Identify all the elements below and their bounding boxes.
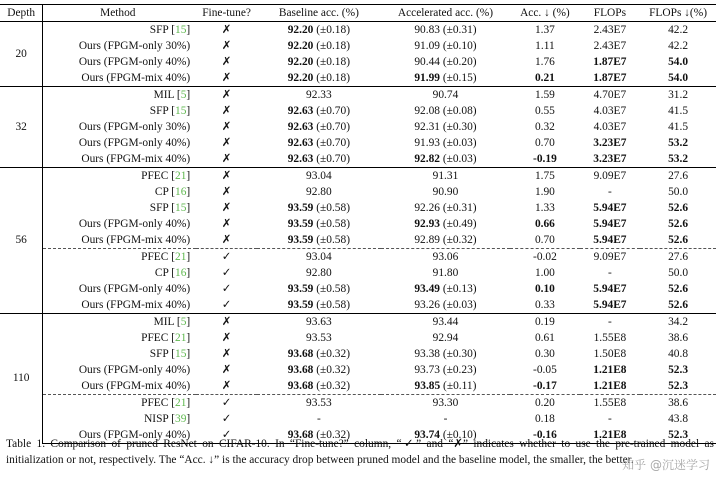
accelerated-cell: 91.09 (±0.10) <box>414 39 477 52</box>
method-cell: SFP [15] <box>43 22 196 39</box>
finetune-cell: ✓ <box>221 412 232 425</box>
acc-drop-cell: -0.19 <box>510 151 580 168</box>
flops-reduction-cell: 54.0 <box>668 55 689 68</box>
method-cell: Ours (FPGM-mix 40%) <box>43 232 196 249</box>
table-row <box>0 70 716 87</box>
table-row <box>0 378 716 395</box>
finetune-cell: ✗ <box>221 39 232 52</box>
flops-reduction-cell: 52.3 <box>640 427 716 444</box>
citation-ref: 16 <box>175 185 187 198</box>
flops-cell: 1.50E8 <box>593 347 627 360</box>
method-cell: Ours (FPGM-mix 40%) <box>43 70 196 87</box>
acc-drop-cell: 0.70 <box>534 233 555 246</box>
baseline-cell: 93.68 (±0.32) <box>287 347 350 360</box>
acc-drop-cell: 1.33 <box>534 201 555 214</box>
finetune-cell: ✗ <box>221 347 232 360</box>
flops-reduction-cell: 52.3 <box>668 363 689 376</box>
acc-drop-cell: -0.16 <box>510 427 580 444</box>
acc-drop-cell: 0.61 <box>534 331 555 344</box>
flops-cell: 1.21E8 <box>593 363 627 376</box>
header-flops-reduction: FLOPs ↓(%) <box>640 5 716 22</box>
acc-drop-cell: 0.70 <box>534 136 555 149</box>
accelerated-cell: 92.82 (±0.03) <box>381 151 510 168</box>
table-row <box>0 168 716 185</box>
flops-cell: 1.87E7 <box>580 70 640 87</box>
baseline-cell: - <box>316 412 321 425</box>
method-cell: CP [16] <box>43 184 196 200</box>
method-cell: PFEC [21] <box>43 395 196 412</box>
flops-cell: 1.21E8 <box>580 427 640 444</box>
table-row <box>0 87 716 104</box>
baseline-cell: 92.20 (±0.18) <box>257 22 381 39</box>
baseline-cell: 92.80 <box>306 185 332 198</box>
baseline-cell: 92.80 <box>306 266 332 279</box>
finetune-cell: ✓ <box>196 395 257 412</box>
flops-reduction-cell: 31.2 <box>640 87 716 104</box>
acc-drop-cell: 1.59 <box>510 87 580 104</box>
finetune-cell: ✗ <box>221 201 232 214</box>
baseline-cell: 92.20 (±0.18) <box>257 70 381 87</box>
acc-drop-cell: 0.19 <box>510 314 580 331</box>
finetune-cell: ✗ <box>196 314 257 331</box>
accelerated-cell: 91.31 <box>381 168 510 185</box>
baseline-cell: 92.63 (±0.70) <box>287 136 350 149</box>
accelerated-cell: 93.26 (±0.03) <box>381 297 510 314</box>
accelerated-cell: 90.83 (±0.31) <box>381 22 510 39</box>
accelerated-cell: 93.85 (±0.11) <box>414 379 477 392</box>
acc-drop-cell: -0.02 <box>510 249 580 266</box>
accelerated-cell: 93.73 (±0.23) <box>414 363 477 376</box>
flops-reduction-cell: 34.2 <box>640 314 716 331</box>
table-row <box>0 330 716 346</box>
baseline-cell: 92.63 (±0.70) <box>257 151 381 168</box>
table-row <box>0 297 716 314</box>
flops-cell: - <box>608 266 612 279</box>
baseline-cell: 93.53 <box>257 395 381 412</box>
flops-reduction-cell: 42.2 <box>640 22 716 39</box>
header-depth: Depth <box>0 5 43 22</box>
method-cell: MIL [5] <box>43 87 196 104</box>
acc-drop-cell: 0.55 <box>534 104 555 117</box>
flops-reduction-cell: 52.6 <box>668 282 689 295</box>
accelerated-cell: - <box>443 412 448 425</box>
finetune-cell: ✗ <box>221 331 232 344</box>
finetune-cell: ✗ <box>196 22 257 39</box>
method-cell: SFP [15] <box>43 200 196 216</box>
finetune-cell: ✗ <box>221 136 232 149</box>
finetune-cell: ✗ <box>221 363 232 376</box>
table-caption: Table 1. Comparison of pruned ResNet on CIFAR-10. In “Fine-tune?” column, “✓” and “✗” indicates whether to use the pre-trained model as initialization or not, respectively. The “Acc. ↓” is the accuracy drop between pruned model and the baseline model, the smaller, the better. <box>6 438 714 466</box>
finetune-cell: ✗ <box>196 70 257 87</box>
baseline-cell: 93.68 (±0.32) <box>287 379 350 392</box>
flops-cell: 4.03E7 <box>593 120 627 133</box>
flops-reduction-cell: 54.0 <box>640 70 716 87</box>
acc-drop-cell: 1.37 <box>510 22 580 39</box>
citation-ref: 21 <box>175 396 187 409</box>
baseline-cell: 93.68 (±0.32) <box>257 427 381 444</box>
citation-ref: 21 <box>175 331 187 344</box>
accelerated-cell: 93.74 (±0.10) <box>381 427 510 444</box>
watermark: 知乎 @沉迷学习 <box>622 458 710 472</box>
table-row <box>0 249 716 266</box>
table-row <box>0 362 716 378</box>
depth-cell: 32 <box>0 87 43 168</box>
table-row <box>0 265 716 281</box>
table-header-row <box>0 5 716 22</box>
accelerated-cell: 93.30 <box>381 395 510 412</box>
baseline-cell: 92.33 <box>257 87 381 104</box>
citation-ref: 5 <box>180 88 187 101</box>
flops-reduction-cell: 38.6 <box>640 395 716 412</box>
acc-drop-cell: -0.17 <box>533 379 557 392</box>
acc-drop-cell: 0.20 <box>510 395 580 412</box>
results-table <box>0 4 716 444</box>
acc-drop-cell: 1.75 <box>510 168 580 185</box>
method-cell: SFP [15] <box>43 346 196 362</box>
citation-ref: 15 <box>175 23 187 36</box>
baseline-cell: 92.63 (±0.70) <box>287 120 350 133</box>
acc-drop-cell: 1.90 <box>534 185 555 198</box>
citation-ref: 21 <box>175 169 187 182</box>
table-row <box>0 232 716 249</box>
baseline-cell: 93.63 <box>257 314 381 331</box>
table-row <box>0 151 716 168</box>
flops-reduction-cell: 40.8 <box>668 347 689 360</box>
flops-cell: 1.87E7 <box>593 55 627 68</box>
acc-drop-cell: 0.18 <box>534 412 555 425</box>
table-row <box>0 135 716 151</box>
baseline-cell: 93.04 <box>257 168 381 185</box>
baseline-cell: 93.59 (±0.58) <box>257 297 381 314</box>
accelerated-cell: 90.90 <box>432 185 459 198</box>
finetune-cell: ✗ <box>221 120 232 133</box>
acc-drop-cell: 0.10 <box>534 282 555 295</box>
accelerated-cell: 92.08 (±0.08) <box>414 104 477 117</box>
accelerated-cell: 92.26 (±0.31) <box>414 201 477 214</box>
table-row <box>0 281 716 297</box>
citation-ref: 21 <box>175 250 187 263</box>
flops-cell: 2.43E7 <box>580 22 640 39</box>
flops-cell: - <box>580 314 640 331</box>
accelerated-cell: 92.94 <box>432 331 459 344</box>
accelerated-cell: 91.93 (±0.03) <box>414 136 477 149</box>
baseline-cell: 93.59 (±0.58) <box>287 217 350 230</box>
flops-cell: 1.55E8 <box>580 395 640 412</box>
table-row <box>0 314 716 331</box>
finetune-cell: ✗ <box>221 233 232 246</box>
acc-drop-cell: 0.66 <box>534 217 555 230</box>
baseline-cell: 93.59 (±0.58) <box>287 201 350 214</box>
header-method: Method <box>43 5 196 22</box>
method-cell: NISP [39] <box>43 411 196 427</box>
method-cell: Ours (FPGM-only 30%) <box>43 38 196 54</box>
accelerated-cell: 93.44 <box>381 314 510 331</box>
flops-reduction-cell: 52.6 <box>640 297 716 314</box>
table-row <box>0 119 716 135</box>
flops-cell: 2.43E7 <box>593 39 627 52</box>
table-row <box>0 103 716 119</box>
accelerated-cell: 91.80 <box>432 266 459 279</box>
acc-drop-cell: 1.11 <box>535 39 555 52</box>
acc-drop-cell: -0.05 <box>533 363 557 376</box>
acc-drop-cell: 0.30 <box>534 347 555 360</box>
citation-ref: 5 <box>180 315 187 328</box>
flops-cell: 4.70E7 <box>580 87 640 104</box>
citation-ref: 15 <box>175 201 187 214</box>
flops-cell: 5.94E7 <box>593 233 627 246</box>
flops-reduction-cell: 52.6 <box>668 217 689 230</box>
flops-reduction-cell: 50.0 <box>668 185 689 198</box>
flops-cell: - <box>608 185 612 198</box>
finetune-cell: ✗ <box>221 104 232 117</box>
acc-drop-cell: 0.33 <box>510 297 580 314</box>
finetune-cell: ✓ <box>221 282 232 295</box>
method-cell: Ours (FPGM-only 40%) <box>43 427 196 444</box>
accelerated-cell: 90.44 (±0.20) <box>414 55 477 68</box>
flops-reduction-cell: 52.3 <box>668 379 689 392</box>
flops-cell: 5.94E7 <box>580 297 640 314</box>
baseline-cell: 93.59 (±0.58) <box>287 282 350 295</box>
flops-cell: 1.55E8 <box>593 331 627 344</box>
header-accelerated: Accelerated acc. (%) <box>381 5 510 22</box>
table-row <box>0 200 716 216</box>
method-cell: Ours (FPGM-mix 40%) <box>43 297 196 314</box>
acc-drop-cell: 0.32 <box>534 120 555 133</box>
flops-reduction-cell: 53.2 <box>668 136 689 149</box>
finetune-cell: ✗ <box>196 87 257 104</box>
acc-drop-cell: 0.21 <box>510 70 580 87</box>
flops-reduction-cell: 52.6 <box>668 201 689 214</box>
header-acc-drop: Acc. ↓ (%) <box>510 5 580 22</box>
finetune-cell: ✗ <box>221 55 232 68</box>
baseline-cell: 93.04 <box>257 249 381 266</box>
flops-reduction-cell: 53.2 <box>640 151 716 168</box>
accelerated-cell: 91.99 (±0.15) <box>381 70 510 87</box>
flops-cell: 5.94E7 <box>593 217 627 230</box>
method-cell: PFEC [21] <box>43 330 196 346</box>
method-cell: CP [16] <box>43 265 196 281</box>
table-row <box>0 22 716 39</box>
finetune-cell: ✗ <box>196 168 257 185</box>
accelerated-cell: 93.38 (±0.30) <box>414 347 477 360</box>
flops-cell: 5.94E7 <box>593 201 627 214</box>
flops-reduction-cell: 42.2 <box>668 39 689 52</box>
accelerated-cell: 93.06 <box>381 249 510 266</box>
acc-drop-cell: 1.76 <box>534 55 555 68</box>
flops-cell: 1.21E8 <box>593 379 627 392</box>
flops-reduction-cell: 41.5 <box>668 120 689 133</box>
header-flops: FLOPs <box>580 5 640 22</box>
header-finetune: Fine-tune? <box>196 5 257 22</box>
citation-ref: 39 <box>175 412 187 425</box>
accelerated-cell: 93.49 (±0.13) <box>414 282 477 295</box>
finetune-cell: ✗ <box>196 151 257 168</box>
method-cell: Ours (FPGM-only 40%) <box>43 216 196 232</box>
method-cell: Ours (FPGM-mix 40%) <box>43 378 196 395</box>
finetune-cell: ✗ <box>221 185 232 198</box>
table-row <box>0 216 716 232</box>
accelerated-cell: 92.89 (±0.32) <box>414 233 477 246</box>
flops-reduction-cell: 50.0 <box>668 266 689 279</box>
finetune-cell: ✗ <box>221 217 232 230</box>
baseline-cell: 93.68 (±0.32) <box>287 363 350 376</box>
table-row <box>0 54 716 70</box>
depth-cell: 20 <box>0 22 43 87</box>
accelerated-cell: 92.31 (±0.30) <box>414 120 477 133</box>
table-row <box>0 395 716 412</box>
method-cell: PFEC [21] <box>43 249 196 266</box>
method-cell: Ours (FPGM-only 30%) <box>43 119 196 135</box>
baseline-cell: 93.53 <box>306 331 332 344</box>
citation-ref: 16 <box>175 266 187 279</box>
method-cell: Ours (FPGM-only 40%) <box>43 135 196 151</box>
table-row <box>0 346 716 362</box>
citation-ref: 15 <box>175 104 187 117</box>
accelerated-cell: 90.74 <box>381 87 510 104</box>
baseline-cell: 92.63 (±0.70) <box>287 104 350 117</box>
method-cell: Ours (FPGM-only 40%) <box>43 281 196 297</box>
baseline-cell: 92.20 (±0.18) <box>287 39 350 52</box>
depth-cell: 110 <box>0 314 43 444</box>
flops-reduction-cell: 41.5 <box>668 104 689 117</box>
flops-reduction-cell: 38.6 <box>668 331 689 344</box>
header-baseline: Baseline acc. (%) <box>257 5 381 22</box>
depth-cell: 56 <box>0 168 43 314</box>
method-cell: Ours (FPGM-mix 40%) <box>43 151 196 168</box>
flops-cell: 9.09E7 <box>580 168 640 185</box>
flops-cell: 4.03E7 <box>593 104 627 117</box>
table-row <box>0 38 716 54</box>
finetune-cell: ✓ <box>196 297 257 314</box>
baseline-cell: 92.20 (±0.18) <box>287 55 350 68</box>
flops-cell: 3.23E7 <box>580 151 640 168</box>
flops-cell: 3.23E7 <box>593 136 627 149</box>
flops-cell: 9.09E7 <box>580 249 640 266</box>
method-cell: MIL [5] <box>43 314 196 331</box>
citation-ref: 15 <box>175 347 187 360</box>
flops-reduction-cell: 27.6 <box>640 249 716 266</box>
flops-reduction-cell: 27.6 <box>640 168 716 185</box>
method-cell: Ours (FPGM-only 40%) <box>43 54 196 70</box>
accelerated-cell: 92.93 (±0.49) <box>414 217 477 230</box>
method-cell: PFEC [21] <box>43 168 196 185</box>
method-cell: Ours (FPGM-only 40%) <box>43 362 196 378</box>
finetune-cell: ✗ <box>221 379 232 392</box>
finetune-cell: ✓ <box>196 249 257 266</box>
table-row <box>0 184 716 200</box>
finetune-cell: ✓ <box>221 266 232 279</box>
method-cell: SFP [15] <box>43 103 196 119</box>
flops-reduction-cell: 52.6 <box>668 233 689 246</box>
flops-reduction-cell: 43.8 <box>668 412 689 425</box>
flops-cell: 5.94E7 <box>593 282 627 295</box>
baseline-cell: 93.59 (±0.58) <box>287 233 350 246</box>
acc-drop-cell: 1.00 <box>534 266 555 279</box>
finetune-cell: ✓ <box>196 427 257 444</box>
flops-cell: - <box>608 412 612 425</box>
table-row <box>0 411 716 427</box>
